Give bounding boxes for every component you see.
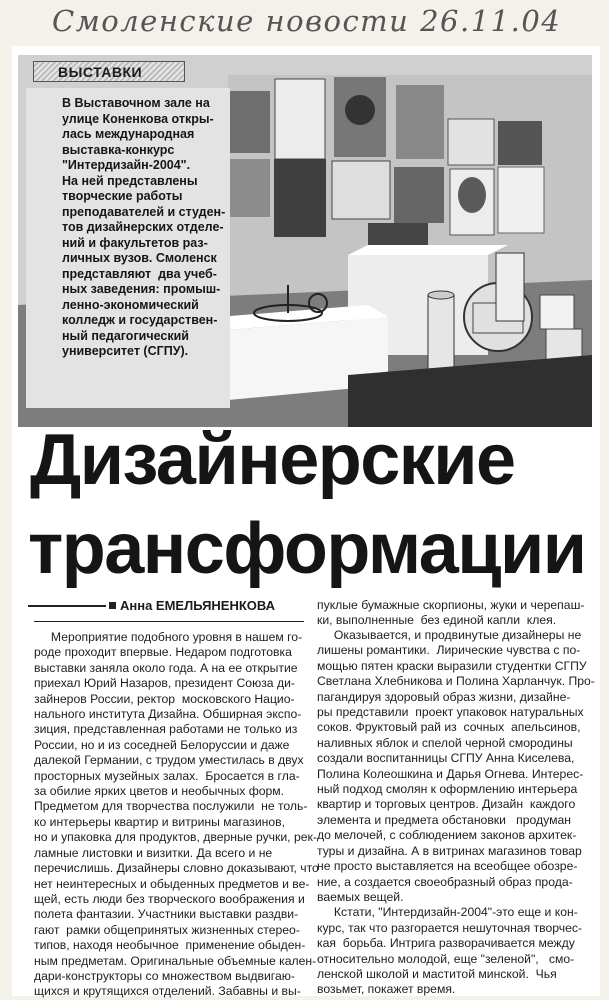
text-line: ки, выполненные без единой капли клея.: [317, 613, 557, 628]
text-line: просторных музейных залах. Бросается в гла-: [34, 768, 300, 783]
text-line: создали воспитанницы СГПУ Анна Киселева,: [317, 751, 575, 766]
text-line: Мероприятие подобного уровня в нашем го-: [34, 630, 303, 644]
lead-line: представляют два учеб-: [62, 266, 217, 281]
text-line: Предметом для творчества послужили не толь-: [34, 799, 308, 814]
text-line: Полина Колеошкина и Дарья Огнева. Интерес-: [317, 766, 584, 781]
text-line: пуклые бумажные скорпионы, жуки и черепаш-: [317, 598, 585, 612]
lead-line: улице Коненкова откры-: [62, 111, 214, 126]
text-line: далекой Германии, с трудом уместилась в двух: [34, 753, 304, 768]
column-rule: [34, 621, 304, 622]
byline: [109, 598, 314, 613]
text-line: ленской школой и маститой минской. Чья: [317, 966, 557, 981]
lead-line: выставка-конкурс: [62, 142, 175, 157]
text-line: гают рамки общепринятых жизненных стерео-: [34, 922, 300, 937]
byline-rule: [28, 605, 106, 607]
text-line: относительно молодой, еще "зеленой", смо-: [317, 951, 575, 966]
byline-square-icon: [109, 602, 116, 609]
text-line: наливных яблок и спелой черной смородины: [317, 735, 573, 750]
lead-line: ный педагогический: [62, 328, 189, 343]
section-rubric: ВЫСТАВКИ: [33, 61, 185, 82]
text-line: соков. Фруктовый рай из сочных апельсинов,: [317, 720, 581, 735]
text-line: ко интерьеры квартир и витрины магазинов,: [34, 814, 285, 829]
lead-paragraph: [62, 96, 230, 360]
handwritten-newspaper-note: Смоленские новости 26.11.04: [52, 4, 562, 38]
text-line: Оказывается, и продвинутые дизайнеры не: [317, 628, 582, 642]
text-line: нального института Дизайна. Обширная экспо-: [34, 707, 302, 722]
text-line: но и упаковка для продуктов, дверные ручки, рек-: [34, 830, 317, 845]
text-line: ным предметам. Оригинальные объемные кален-: [34, 953, 317, 968]
text-line: пагандируя здоровый образ жизни, дизайне-: [317, 689, 571, 704]
text-line: ние, а создается своеобразный образ прода-: [317, 874, 573, 889]
article-column-right-top: [317, 598, 593, 629]
text-line: до мелочей, с соблюдением законов архитек-: [317, 828, 577, 843]
lead-line: творческие работы: [62, 189, 183, 203]
lead-line: университет (СГПУ).: [62, 344, 189, 358]
text-line: приехал Юрий Назаров, президент Союза ди-: [34, 676, 295, 691]
headline-line-2: трансформации: [28, 509, 586, 589]
article-column-left: [34, 630, 319, 1000]
text-line: мощью пятен краски выразили студентки СГПУ: [317, 658, 587, 673]
text-line: лишены романтики. Лирические чувства с по-: [317, 643, 581, 658]
text-line: элемента и предмета обстановки продуман: [317, 812, 571, 827]
lead-line: ных заведения: промыш-: [62, 282, 221, 296]
text-line: нет неинтересных и обыденных предметов и ве-: [34, 876, 310, 891]
headline-line-1: Дизайнерские: [30, 420, 515, 500]
lead-line: личных вузов. Смоленск: [62, 251, 217, 265]
text-line: перечислишь. Дизайнеры словно доказывают, что: [34, 861, 319, 876]
text-line: типов, находя необычное применение обыден-: [34, 938, 306, 953]
text-line: туры и дизайна. А в витринах магазинов товар: [317, 843, 582, 858]
text-line: выставки заняла около года. А на ее открытие: [34, 660, 298, 675]
lead-line: колледж и государствен-: [62, 313, 218, 327]
text-line: за обилие ярких цветов и необычных форм.: [34, 784, 285, 799]
text-line: курс, так что разгорается нешуточная творчес-: [317, 920, 583, 935]
lead-line: лась международная: [62, 127, 195, 141]
text-line: не просто выставляется на всеобщее обозре-: [317, 859, 578, 874]
text-line: щихся и крутящихся отделений. Забавны и вы-: [34, 984, 301, 999]
text-line: зиция, представленная работами не только из: [34, 722, 298, 737]
text-line: ры представили проект упаковок натуральных: [317, 705, 584, 720]
lead-line: ний и факультетов раз-: [62, 235, 208, 250]
text-line: роде проходит впервые. Недаром подготовка: [34, 645, 292, 660]
lead-line: тов дизайнерских отделе-: [62, 220, 224, 234]
text-line: щей, есть люди без творческого воображения и: [34, 891, 305, 906]
author-name: Анна ЕМЕЛЬЯНЕНКОВА: [120, 598, 276, 613]
text-line: Кстати, "Интердизайн-2004"-это еще и кон-: [317, 905, 578, 920]
lead-line: На ней представлены: [62, 173, 198, 188]
text-line: кая борьба. Интрига разворачивается между: [317, 936, 575, 951]
text-line: ваемых вещей.: [317, 889, 404, 904]
lead-line: ленно-экономический: [62, 297, 199, 312]
lead-line: преподавателей и студен-: [62, 204, 226, 219]
text-line: России, но и из соседней Белоруссии и даже: [34, 737, 290, 752]
text-line: ламные листовки и визитки. Да всего и не: [34, 845, 273, 860]
text-line: возьмет, покажет время.: [317, 982, 456, 997]
text-line: ный подход смолян к оформлению интерьера: [317, 782, 578, 797]
text-line: полета фантазии. Участники выставки раздви-: [34, 907, 299, 922]
text-line: Светлана Хлебникова и Полина Харланчук. Про-: [317, 674, 595, 689]
article-column-right: [317, 628, 593, 998]
lead-line: "Интердизайн-2004".: [62, 158, 191, 172]
text-line: зайнеров России, ректор московского Нацио-: [34, 691, 295, 706]
text-line: дари-конструкторы со множеством выдвигаю-: [34, 968, 295, 983]
lead-line: В Выставочном зале на: [62, 96, 210, 110]
text-line: квартир и торговых центров. Дизайн каждого: [317, 797, 576, 812]
